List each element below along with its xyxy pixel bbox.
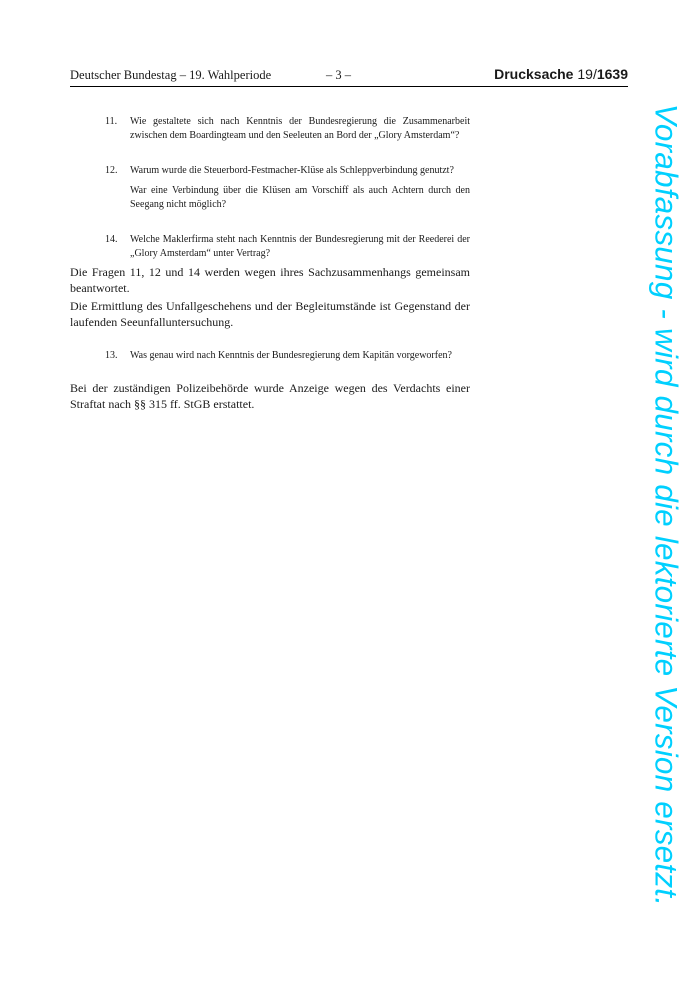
question-subtext: War eine Verbindung über die Klüsen am Vorschiff als auch Achtern durch den Seegang nicht möglich? [130, 185, 470, 210]
question-13 [105, 349, 470, 363]
question-12 [105, 164, 470, 212]
page-header [70, 66, 628, 87]
question-text: Was genau wird nach Kenntnis der Bundesregierung dem Kapitän vorgeworfen? [130, 350, 452, 361]
question-14 [105, 233, 470, 261]
answer-paragraph-3: Bei der zuständigen Polizeibehörde wurde Anzeige wegen des Verdachts einer Straftat nach §§ 315 ff. StGB erstattet. [70, 381, 470, 411]
question-text: Wie gestaltete sich nach Kenntnis der Bundesregierung die Zusammenarbeit zwischen dem Boardingteam und den Seeleuten an Bord der „Glory Amsterdam“? [130, 116, 470, 141]
answer-paragraph-2: Die Ermittlung des Unfallgeschehens und der Begleitumstände ist Gegenstand der laufenden Seeunfalluntersuchung. [70, 299, 470, 329]
question-text: Warum wurde die Steuerbord-Festmacher-Klüse als Schleppverbindung genutzt? [130, 165, 454, 176]
header-publisher: Deutscher Bundestag – 19. Wahlperiode [70, 68, 272, 82]
question-number: 12. [105, 165, 118, 176]
header-drucksache-number: 1639 [596, 66, 628, 82]
question-number: 13. [105, 350, 118, 361]
header-page-number: – 3 – [326, 68, 351, 82]
question-number: 14. [105, 234, 118, 245]
draft-watermark: Vorabfassung - wird durch die lektorierte Version ersetzt. [648, 103, 685, 907]
answer-paragraph-1: Die Fragen 11, 12 und 14 werden wegen ihres Sachzusammenhangs gemeinsam beantwortet. [70, 265, 470, 295]
question-11 [105, 115, 470, 143]
question-number: 11. [105, 116, 118, 127]
header-document-number [494, 66, 628, 82]
question-text: Welche Maklerfirma steht nach Kenntnis der Bundesregierung mit der Reederei der „Glory Amsterdam“ unter Vertrag? [130, 234, 470, 259]
header-drucksache-period: 19/ [573, 66, 597, 82]
header-drucksache-label: Drucksache [494, 66, 574, 82]
